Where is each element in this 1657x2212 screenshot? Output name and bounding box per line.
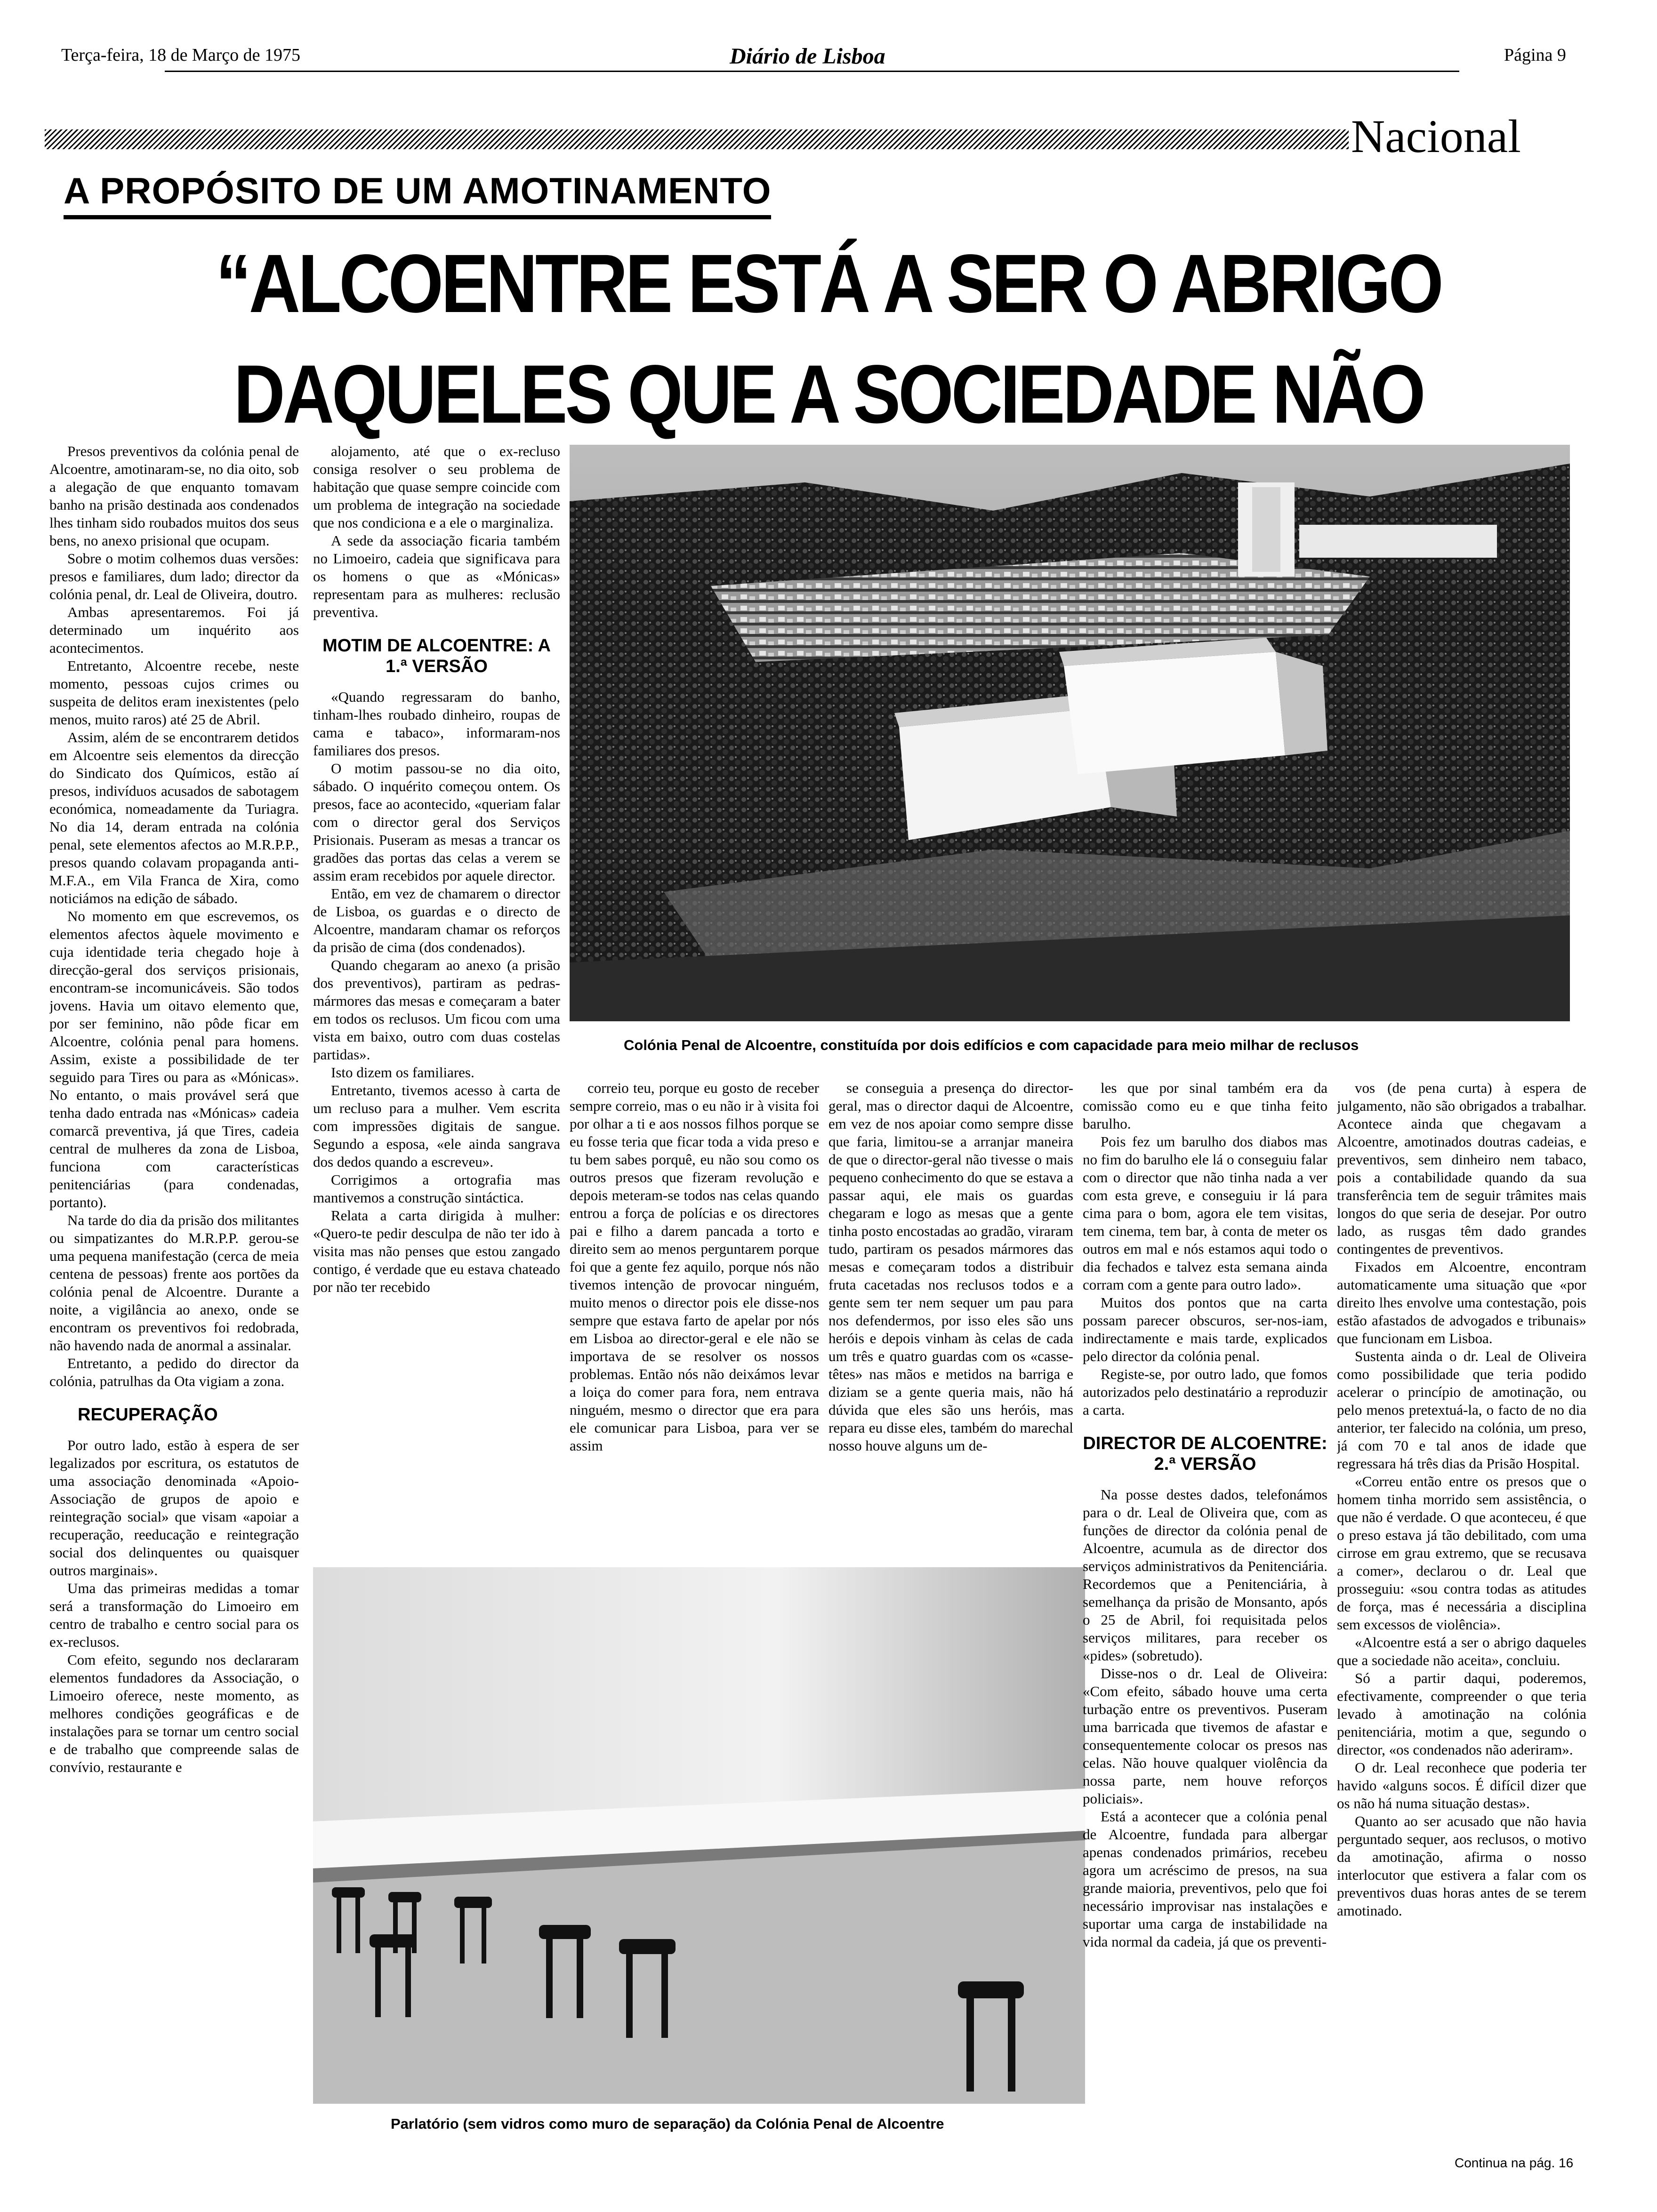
- subheading-motim: MOTIM DE ALCOENTRE: A 1.ª VERSÃO: [322, 636, 551, 676]
- paragraph: les que por sinal também era da comissão como eu e que tinha feito barulho.: [1083, 1080, 1327, 1132]
- section-title: Nacional: [1351, 110, 1521, 162]
- column-5a-paragraphs: [1083, 1079, 1327, 1419]
- paragraph: se conseguia a presença do director-geral, mas o director daqui de Alcoentre, em vez de nos apoiar como sempre disse que faria, limitou-se a arranjar maneira de que o director-geral não tivesse o mais pequeno conhecimento do que se estava a passar aqui, ele mais os guardas chegaram e logo as mesas que a gente tinha posto encostadas ao gradão, viraram tudo, partiram os pesados mármores das mesas e começaram todos a distribuir fruta cacetadas nos reclusos todos e a gente sem ter nem sequer um pau para nos defendermos, por isso eles são uns heróis e depois vinham às celas de cada um três e quatro guardas com os «casse-têtes» nas mãos e metidos na barriga e diziam se a gente queria mais, não há dúvida que eles são uns heróis, mas repara eu disse eles, também do marechal nosso houve alguns um de-: [828, 1080, 1073, 1454]
- paragraph: Sustenta ainda o dr. Leal de Oliveira como possibilidade que teria podido acelerar o princípio de amotinação, ou pelo menos pretextuá-la, o facto de no dia anterior, ter falecido na colónia, um preso, já com 70 e tal anos de idade que regressara há três dias da Prisão Hospital.: [1337, 1348, 1586, 1472]
- page-number: Página 9: [1504, 45, 1566, 65]
- column-1b-paragraphs: [49, 1436, 299, 1776]
- paragraph: Isto dizem os familiares.: [331, 1064, 475, 1081]
- column-1: [49, 442, 299, 2184]
- paragraph: Na posse destes dados, telefonámos para o dr. Leal de Oliveira que, com as funções de director da colónia penal de Alcoentre, acumula as de director dos serviços administrativos da Penitenciária. Recordemos que a Penitenciária, à semelhança da prisão de Monsanto, após o 25 de Abril, foi requisitada pelos serviços militares, para receber os «pides» (sobretudo).: [1083, 1486, 1327, 1664]
- photo-bottom-caption: Parlatório (sem vidros como muro de separação) da Colónia Penal de Alcoentre: [391, 2116, 944, 2132]
- paragraph: Sobre o motim colhemos duas versões: presos e familiares, dum lado; director da colónia penal, dr. Leal de Oliveira, doutro.: [49, 550, 299, 602]
- paragraph: «Correu então entre os presos que o homem tinha morrido sem assistência, o que não é verdade. O que aconteceu, é que o preso estava já tão debilitado, com uma cirrose em grau extremo, que se recusava a comer», declarou o dr. Leal que prosseguiu: «sou contra todas as atitudes de força, mas é necessária a disciplina sem excessos de violência».: [1337, 1473, 1586, 1633]
- paragraph: Na tarde do dia da prisão dos militantes ou simpatizantes do M.R.P.P. gerou-se uma pequena manifestação (cerca de meia centena de pessoas) frente aos portões da colónia penal de Alcoentre. Durante a noite, a vigilância ao anexo, onde se encontram os preventivos foi redobrada, não havendo nada de anormal a assinalar.: [49, 1212, 299, 1354]
- column-2: [313, 442, 560, 1544]
- paragraph: Então, em vez de chamarem o director de Lisboa, os guardas e o directo de Alcoentre, mandaram chamar os reforços da prisão de cima (dos condenados).: [313, 885, 560, 955]
- column-1-paragraphs: [49, 442, 299, 1390]
- paragraph: Pois fez um barulho dos diabos mas no fim do barulho ele lá o conseguiu falar com o director que não tinha nada a ver com esta greve, e conseguiu ir lá para cima para o bom, agora ele tem visitas, tem cinema, tem bar, à conta de meter os outros em mal e nós estamos aqui todo o dia fechados e talvez esta semana ainda corram com a gente para outro lado».: [1083, 1133, 1327, 1293]
- paragraph: A sede da associação ficaria também no Limoeiro, cadeia que significava para os homens o que as «Mónicas» representam para as mulheres: reclusão preventiva.: [313, 532, 560, 620]
- section-hatch-bar: [45, 129, 1349, 149]
- headline-line-1: “ALCOENTRE ESTÁ A SER O ABRIGO: [216, 238, 1441, 330]
- paragraph: «Quando regressaram do banho, tinham-lhes roubado dinheiro, roupas de cama e tabaco», informaram-nos familiares dos presos.: [313, 689, 560, 759]
- paragraph: Com efeito, segundo nos declararam elementos fundadores da Associação, o Limoeiro oferece, neste momento, as melhores condições geográficas e de instalações para se tornar um centro social e de trabalho que compreende salas de convívio, restaurante e: [49, 1651, 299, 1775]
- paragraph: correio teu, porque eu gosto de receber sempre correio, mas o eu não ir à visita foi por olhar a ti e aos nossos filhos porque se eu fosse teria que ficar toda a vida preso e tu bem sabes porquê, eu não sou como os outros presos que fizeram revolução e depois meteram-se todos nas celas quando entrou a força de polícias e os directores pai e filho a darem pancada a torto e direito sem ao menos perguntarem porque foi que a gente fez aquilo, porque nós não tivemos intenção de provocar ninguém, muito menos o director pois ele disse-nos sempre que estava farto de apelar por nós em Lisboa ao director-geral e ele não se importava de se resolver os nossos problemas. Então nós não deixámos levar a loiça do comer para fora, nem entrava ninguém, mesmo o director que era para ele comunicar para Lisboa, para ver se assim: [570, 1080, 819, 1454]
- paragraph: Uma das primeiras medidas a tomar será a transformação do Limoeiro em centro de trabalho e centro social para os ex-reclusos.: [49, 1580, 299, 1650]
- column-2b-paragraphs: [313, 688, 560, 1296]
- issue-date: Terça-feira, 18 de Março de 1975: [61, 45, 300, 65]
- paragraph: Corrigimos a ortografia mas mantivemos a construção sintáctica.: [313, 1171, 560, 1206]
- paragraph: alojamento, até que o ex-recluso consiga resolver o seu problema de habitação que quase sempre coincide com um problema de integração na sociedade que nos condiciona e a ele o marginaliza.: [313, 443, 560, 531]
- paragraph: vos (de pena curta) à espera de julgamento, não são obrigados a trabalhar. Acontece ainda que chegavam a Alcoentre, amotinados doutras cadeias, e preventivos, sem dinheiro nem tabaco, pois a contabilidade quando da sua transferência tem de seguir trâmites mais longos do que seria de desejar. Por outro lado, as rusgas têm dado grandes contingentes de preventivos.: [1337, 1080, 1586, 1257]
- masthead: Diário de Lisboa: [725, 43, 890, 69]
- paragraph: O dr. Leal reconhece que poderia ter havido «alguns socos. É difícil dizer que os não há numa situação destas».: [1337, 1759, 1586, 1811]
- paragraph: O motim passou-se no dia oito, sábado. O inquérito começou ontem. Os presos, face ao acontecido, «queriam falar com o director geral dos Serviços Prisionais. Puseram as mesas a trancar os gradões das portas das celas a verem se assim eram recebidos por aquele director.: [313, 760, 560, 884]
- paragraph: Entretanto, a pedido do director da colónia, patrulhas da Ota vigiam a zona.: [49, 1355, 299, 1389]
- paragraph: No momento em que escrevemos, os elementos afectos àquele movimento e cuja identidade teria chegado hoje à direcção-geral dos serviços prisionais, encontram-se incomunicáveis. São todos jovens. Havia um oitavo elemento que, por ser feminino, não pôde ficar em Alcoentre, colónia penal para homens. Assim, existe a possibilidade de ter seguido para Tires ou para as «Mónicas». No entanto, o mais provável será que tenha dado entrada nas «Mónicas» cadeia comarcã preventiva, já que Tires, cadeia central de mulheres da zona de Lisboa, funciona com características penitenciárias (para condenadas, portanto).: [49, 908, 299, 1210]
- photo-colonia-penal: [570, 445, 1570, 1021]
- paragraph: Por outro lado, estão à espera de ser legalizados por escritura, os estatutos de uma associação denominada «Apoio-Associação de grupos de apoio e reintegração social» que visam «apoiar a recuperação, reeducação e reintegração social dos delinquentes ou quaisquer outros marginais».: [49, 1437, 299, 1579]
- headline-line-2: DAQUELES QUE A SOCIEDADE NÃO: [233, 348, 1424, 441]
- paragraph: Relata a carta dirigida à mulher: «Quero-te pedir desculpa de não ter ido à visita mas não penses que estou zangado contigo, é verdade que eu estava chateado por não ter recebido: [313, 1207, 560, 1295]
- column-3-paragraphs: [570, 1079, 819, 1455]
- header-rule: [165, 71, 1459, 72]
- paragraph: Quando chegaram ao anexo (a prisão dos preventivos), partiram as pedras-mármores das mesas e começaram a bater em todos os reclusos. Um ficou com uma vista em baixo, outro com duas costelas partidas».: [313, 957, 560, 1063]
- paragraph: Só a partir daqui, poderemos, efectivamente, compreender o que teria levado à amotinação na colónia penitenciária, motim a que, segundo o director, «os condenados não aderiram».: [1337, 1670, 1586, 1758]
- paragraph: Quanto ao ser acusado que não havia perguntado sequer, aos reclusos, o motivo da amotinação, afirma o nosso interlocutor que estivera a falar com os preventivos duas horas antes de se terem amotinado.: [1337, 1813, 1586, 1919]
- paragraph: Fixados em Alcoentre, encontram automaticamente uma situação que «por direito lhes envolve uma contestação, pois estão afastados de advogados e tribunais» que funcionam em Lisboa.: [1337, 1258, 1586, 1346]
- subheading-director: DIRECTOR DE ALCOENTRE: 2.ª VERSÃO: [1083, 1434, 1327, 1474]
- column-4-paragraphs: [828, 1079, 1073, 1455]
- paragraph: Assim, além de se encontrarem detidos em Alcoentre seis elementos da direcção do Sindicato dos Químicos, estão aí presos, indivíduos acusados de sabotagem económica, nomeadamente da Turiagra. No dia 14, deram entrada na colónia penal, sete elementos afectos ao M.R.P.P., presos quando colavam propaganda anti-M.F.A., em Vila Franca de Xira, como noticiámos na edição de sábado.: [49, 729, 299, 906]
- column-5b-paragraphs: [1083, 1486, 1327, 1951]
- column-2a-paragraphs: [313, 442, 560, 621]
- paragraph: Disse-nos o dr. Leal de Oliveira: «Com efeito, sábado houve uma certa turbação entre os preventivos. Puseram uma barricada que tivemos de afastar e consequentemente colocar os presos nas celas. Não houve qualquer violência da nossa parte, nem houve reforços policiais».: [1083, 1665, 1327, 1807]
- paragraph: Muitos dos pontos que na carta possam parecer obscuros, ser-nos-iam, indirectamente e mais tarde, explicados pelo director da colónia penal.: [1083, 1294, 1327, 1364]
- paragraph: Está a acontecer que a colónia penal de Alcoentre, fundada para albergar apenas condenados primários, recebeu agora um acréscimo de presos, na sua grande maioria, preventivos, pelo que foi necessário improvisar nas instalações e suportar uma carga de instabilidade na vida normal da cadeia, já que os preventi-: [1083, 1808, 1327, 1950]
- paragraph: Entretanto, Alcoentre recebe, neste momento, pessoas cujos crimes ou suspeita de delitos eram inexistentes (pelo menos, muito raros) até 25 de Abril.: [49, 657, 299, 728]
- continuation-note: Continua na pág. 16: [1455, 2156, 1574, 2170]
- column-4: [828, 1079, 1073, 1550]
- article-kicker: A PROPÓSITO DE UM AMOTINAMENTO: [64, 169, 771, 219]
- column-6: [1337, 1079, 1586, 2143]
- column-3: [570, 1079, 819, 1550]
- paragraph: Registe-se, por outro lado, que fomos autorizados pelo destinatário a reproduzir a carta.: [1083, 1366, 1327, 1418]
- subheading-recuperacao: RECUPERAÇÃO: [78, 1405, 218, 1425]
- paragraph: «Alcoentre está a ser o abrigo daqueles que a sociedade não aceita», concluiu.: [1337, 1634, 1586, 1668]
- photo-parlatorio: [313, 1567, 1085, 2104]
- paragraph: Entretanto, tivemos acesso à carta de um recluso para a mulher. Vem escrita com impressões digitais de sangue. Segundo a esposa, «ele ainda sangrava dos dedos quando a escreveu».: [313, 1082, 560, 1170]
- column-6-paragraphs: [1337, 1079, 1586, 1920]
- photo-parlatorio-image: [313, 1567, 1085, 2104]
- column-5: [1083, 1079, 1327, 2171]
- paragraph: Presos preventivos da colónia penal de Alcoentre, amotinaram-se, no dia oito, sob a alegação de que enquanto tomavam banho na prisão destinada aos condenados lhes tinham sido roubados muitos dos seus bens, no anexo prisional que ocupam.: [49, 443, 299, 549]
- paragraph: Ambas apresentaremos. Foi já determinado um inquérito aos acontecimentos.: [49, 604, 299, 656]
- photo-colonia-penal-image: [570, 445, 1570, 1021]
- photo-top-caption: Colónia Penal de Alcoentre, constituída por dois edifícios e com capacidade para meio milhar de reclusos: [624, 1037, 1359, 1053]
